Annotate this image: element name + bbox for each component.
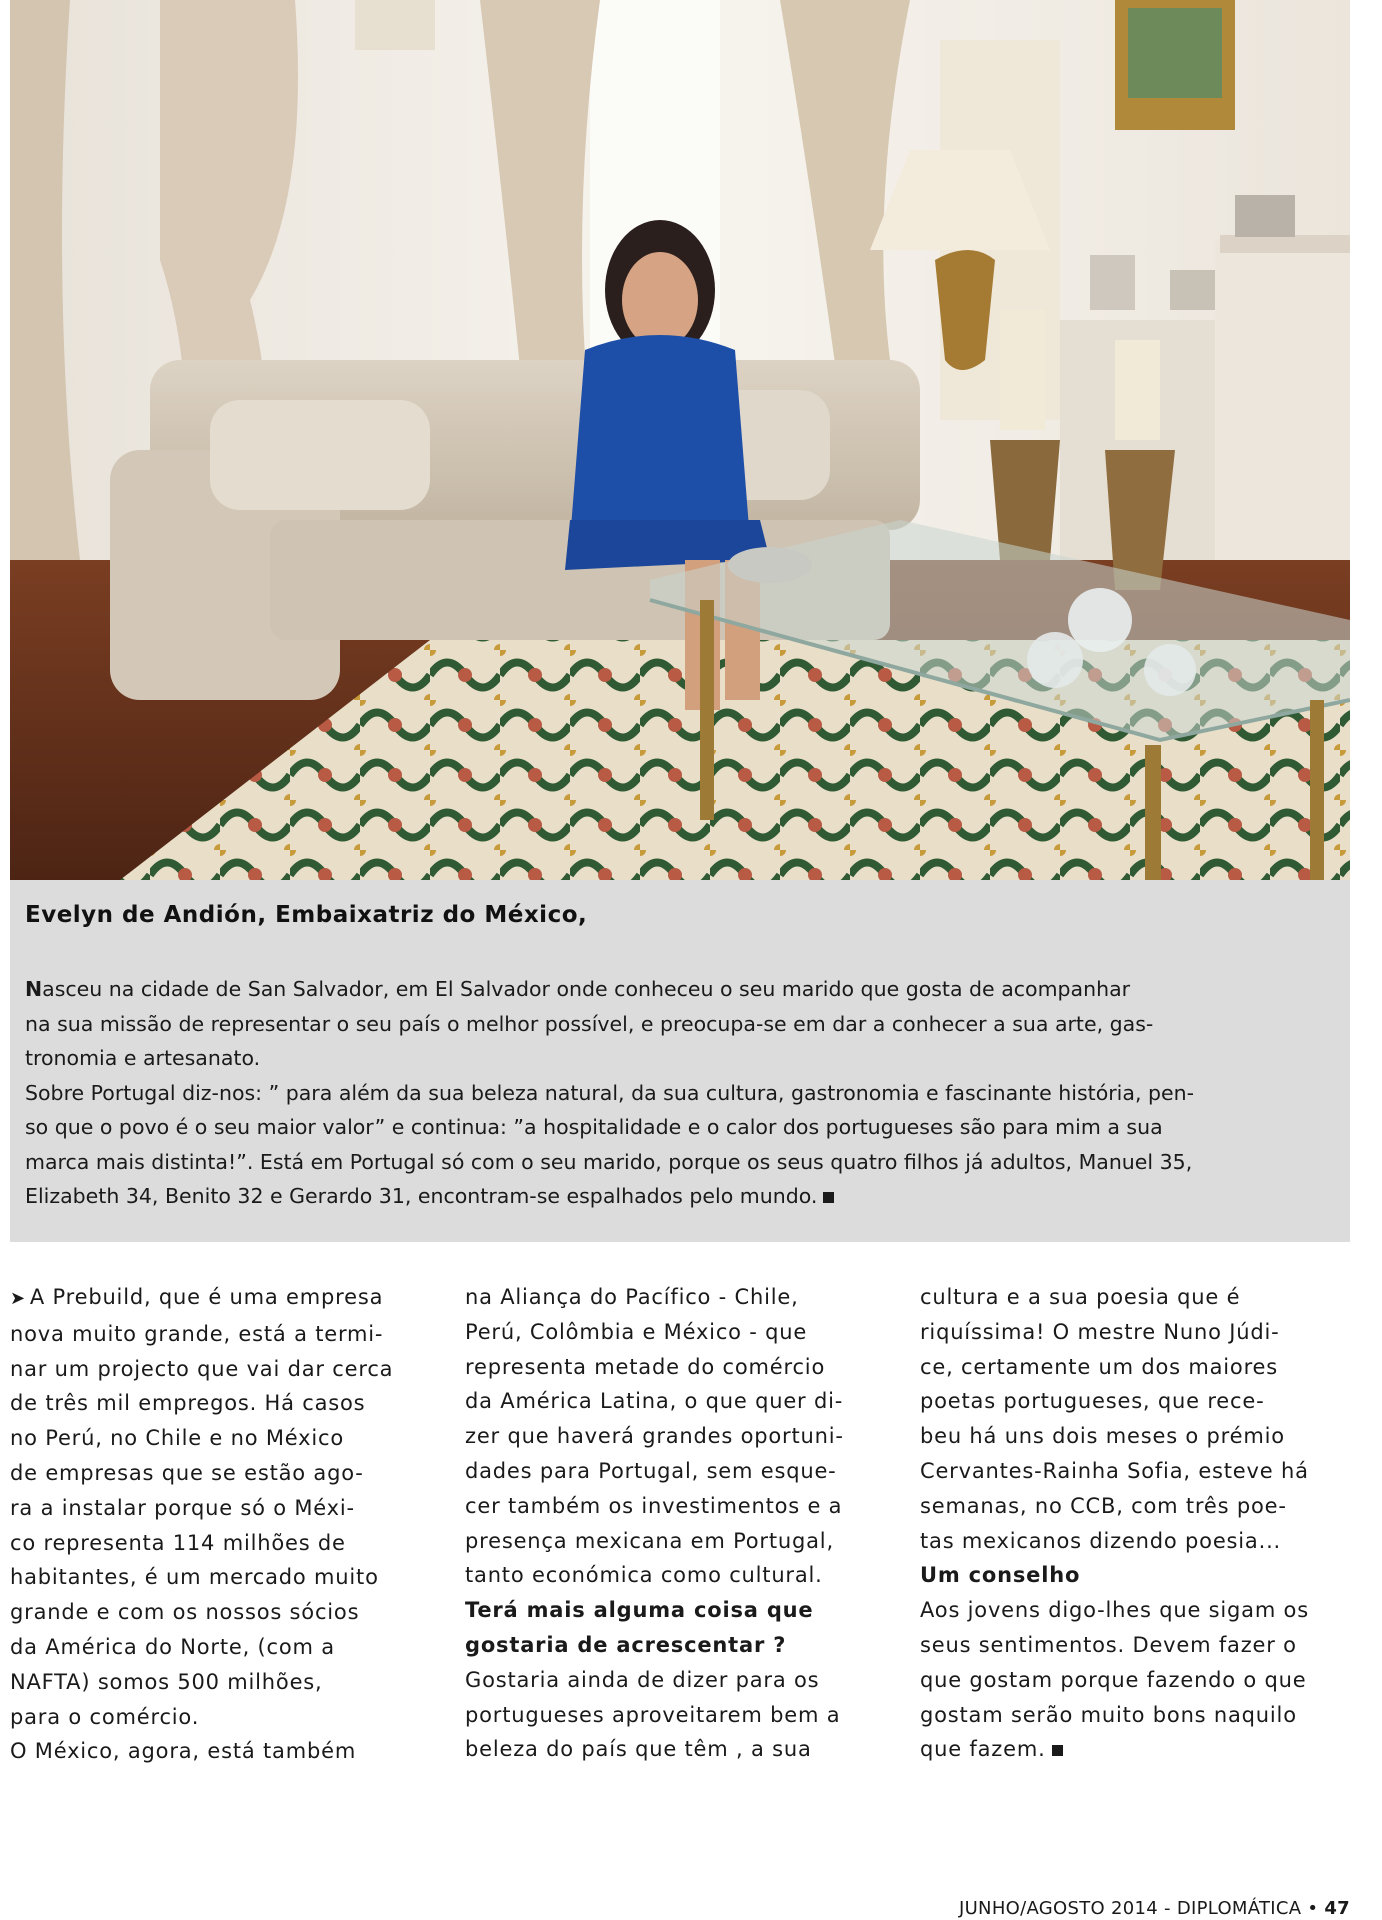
caption-title: Evelyn de Andión, Embaixatriz do México,: [25, 902, 588, 928]
column-line: grande e com os nossos sócios: [10, 1600, 360, 1625]
caption-line: so que o povo é o seu maior valor” e continua: ”a hospitalidade e o calor dos portugueses são para mim a sua: [25, 1115, 1163, 1139]
column-line: portugueses aproveitarem bem a: [465, 1702, 841, 1727]
column-line: beleza do país que têm , a sua: [465, 1737, 812, 1762]
caption-body: [25, 972, 1335, 1214]
issue-label: JUNHO/AGOSTO 2014 - DIPLOMÁTICA •: [958, 1898, 1319, 1919]
column-line: que gostam porque fazendo o que: [920, 1667, 1307, 1692]
column-line: ➤ A Prebuild, que é uma empresa: [10, 1285, 384, 1309]
column-line: Gostaria ainda de dizer para os: [465, 1667, 820, 1692]
column-line: da América do Norte, (com a: [10, 1634, 335, 1659]
question-line: Terá mais alguma coisa que: [465, 1598, 814, 1623]
column-line: representa metade do comércio: [465, 1354, 826, 1379]
column-line: cultura e a sua poesia que é: [920, 1285, 1241, 1309]
caption-line: marca mais distinta!”. Está em Portugal só com o seu marido, porque os seus quatro filhos já adultos, Manuel 35,: [25, 1149, 1193, 1174]
column-line: nova muito grande, está a termi-: [10, 1321, 384, 1346]
photo-illustration: [10, 0, 1350, 880]
column-2: [465, 1280, 905, 1767]
drop-cap: N: [25, 977, 43, 1001]
caption-line: Nasceu na cidade de San Salvador, em El Salvador onde conheceu o seu marido que gosta de acompanhar: [25, 977, 1131, 1001]
caption-line: na sua missão de representar o seu país o melhor possível, e preocupa-se em dar a conhecer a sua arte, gas-: [25, 1011, 1154, 1036]
page-footer: [959, 1898, 1350, 1919]
column-line: presença mexicana em Portugal,: [465, 1528, 834, 1553]
column-line: zer que haverá grandes oportuni-: [465, 1424, 844, 1449]
end-mark-icon: [1052, 1745, 1063, 1756]
caption-line: Elizabeth 34, Benito 32 e Gerardo 31, encontram-se espalhados pelo mundo.: [25, 1179, 1335, 1214]
column-line: nar um projecto que vai dar cerca: [10, 1356, 394, 1381]
end-mark-icon: [823, 1192, 834, 1203]
column-line: seus sentimentos. Devem fazer o: [920, 1632, 1297, 1657]
section-heading: Um conselho: [920, 1563, 1081, 1588]
column-line: de três mil empregos. Há casos: [10, 1391, 366, 1416]
column-line: habitantes, é um mercado muito: [10, 1565, 379, 1590]
column-line: na Aliança do Pacífico - Chile,: [465, 1285, 799, 1309]
column-line: da América Latina, o que quer di-: [465, 1389, 844, 1414]
column-line: dades para Portugal, sem esque-: [465, 1458, 837, 1483]
column-line: riquíssima! O mestre Nuno Júdi-: [920, 1319, 1280, 1344]
column-line: NAFTA) somos 500 milhões,: [10, 1669, 323, 1694]
column-line: ce, certamente um dos maiores: [920, 1354, 1279, 1379]
caption-box: [10, 880, 1350, 1242]
arrow-bullet-icon: ➤: [10, 1288, 26, 1309]
caption-line: Sobre Portugal diz-nos: ” para além da sua beleza natural, da sua cultura, gastronomia e fascinante história, pen-: [25, 1080, 1194, 1105]
column-line: ra a instalar porque só o Méxi-: [10, 1495, 355, 1520]
column-line: cer também os investimentos e a: [465, 1493, 843, 1518]
column-line: tas mexicanos dizendo poesia...: [920, 1528, 1282, 1553]
column-line: de empresas que se estão ago-: [10, 1460, 364, 1485]
page-number: 47: [1324, 1898, 1350, 1919]
caption-line: tronomia e artesanato.: [25, 1046, 261, 1070]
question-line: gostaria de acrescentar ?: [465, 1632, 787, 1657]
column-line: que fazem.: [920, 1732, 1360, 1767]
column-line: Perú, Colômbia e México - que: [465, 1319, 808, 1344]
column-line: no Perú, no Chile e no México: [10, 1426, 344, 1451]
column-line: co representa 114 milhões de: [10, 1530, 346, 1555]
living-room-photo: [10, 0, 1350, 880]
column-line: beu há uns dois meses o prémio: [920, 1424, 1285, 1449]
column-line: Cervantes-Rainha Sofia, esteve há: [920, 1458, 1309, 1483]
column-3: [920, 1280, 1360, 1767]
column-1: [10, 1280, 450, 1769]
column-line: gostam serão muito bons naquilo: [920, 1702, 1297, 1727]
column-line: poetas portugueses, que rece-: [920, 1389, 1265, 1414]
column-line: semanas, no CCB, com três poe-: [920, 1493, 1287, 1518]
column-line: Aos jovens digo-lhes que sigam os: [920, 1598, 1309, 1623]
column-line: tanto económica como cultural.: [465, 1563, 823, 1588]
article-columns: [10, 1280, 1350, 1780]
column-line: para o comércio.: [10, 1704, 200, 1729]
column-line: O México, agora, está também: [10, 1739, 357, 1764]
